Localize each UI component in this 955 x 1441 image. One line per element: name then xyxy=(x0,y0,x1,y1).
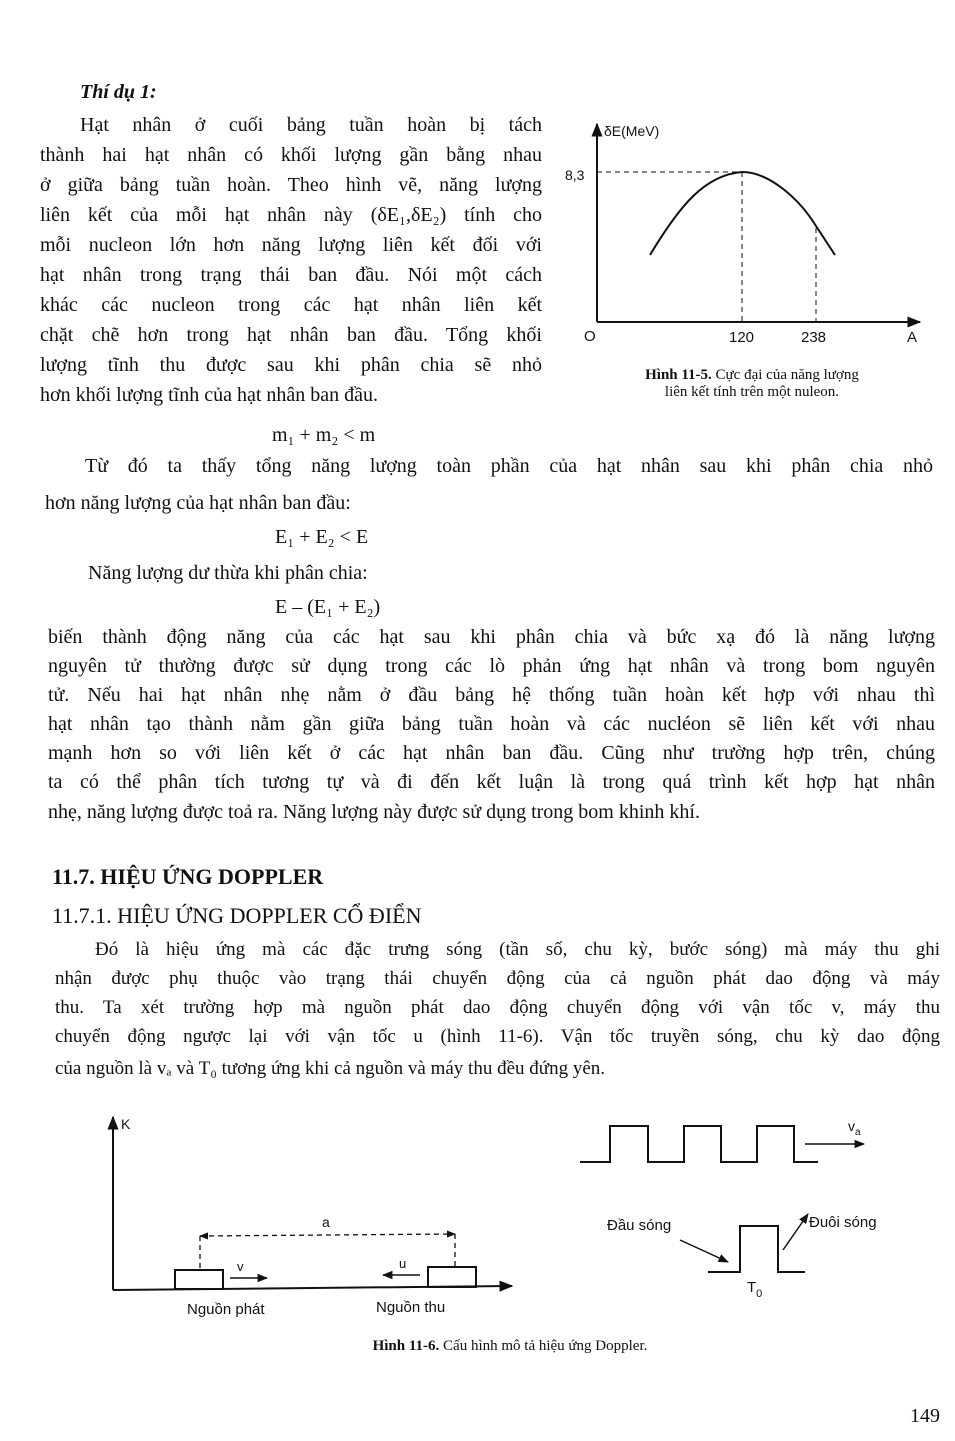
text-line: hơn khối lượng tĩnh của hạt nhân ban đầu. xyxy=(40,384,379,406)
period-label: $T_0$ xyxy=(747,1279,763,1300)
caption-text: liên kết tính trên một nuleon. xyxy=(664,384,840,400)
formula-mass: m₁ + m₂ < m xyxy=(272,424,376,446)
figure-11-5-caption xyxy=(572,367,932,401)
formula-energy: E₁ + E₂ < E xyxy=(275,526,369,548)
square-wave-train xyxy=(580,1126,818,1162)
source-velocity-label: v xyxy=(237,1259,244,1274)
text-line: chặt chẽ hơn trong hạt nhân ban đầu. Tổng khối xyxy=(40,324,542,346)
section-heading: 11.7. HIỆU ỨNG DOPPLER xyxy=(52,864,324,889)
text-line: Đó là hiệu ứng mà các đặc trưng sóng (tần số, chu kỳ, bước sóng) mà máy thu ghi xyxy=(95,939,940,960)
text-line: Năng lượng dư thừa khi phân chia: xyxy=(88,562,368,584)
k-axis-label: K xyxy=(121,1116,131,1132)
text-line: nhận được phụ thuộc vào trạng thái chuyển động của cả nguồn phát dao động và máy xyxy=(55,968,940,989)
source-box xyxy=(175,1270,223,1289)
text-line: hạt nhân trong trạng thái ban đầu. Nói một cách xyxy=(40,264,542,286)
origin-label: O xyxy=(584,328,596,345)
receiver-label: Nguồn thu xyxy=(376,1299,446,1316)
caption-text: Cực đại của năng lượng xyxy=(715,367,859,383)
text-line: tử. Nếu hai hạt nhân nhẹ nằm ở đầu bảng hệ thống tuần hoàn kết hợp với nhau thì xyxy=(48,684,935,706)
figure-11-5-binding-energy-graph xyxy=(597,124,920,322)
text-line: biến thành động năng của các hạt sau khi phân chia và bức xạ đó là năng lượng xyxy=(48,626,935,648)
single-pulse xyxy=(708,1226,805,1272)
text-line: Hạt nhân ở cuối bảng tuần hoàn bị tách xyxy=(80,114,542,136)
text-line: hạt nhân tạo thành nằm gần giữa bảng tuần hoàn và các nucléon sẽ liên kết với nhau xyxy=(48,713,935,735)
y-tick-label: 8,3 xyxy=(565,167,585,183)
caption-text: Cấu hình mô tả hiệu ứng Doppler. xyxy=(443,1338,648,1354)
text-line: hơn năng lượng của hạt nhân ban đầu: xyxy=(45,492,351,514)
text-line: nguyên tử thường được sử dụng trong các lò phản ứng hạt nhân và trong bom nguyên xyxy=(48,655,935,677)
example-title: Thí dụ 1: xyxy=(80,81,157,103)
text-line: khác các nucleon trong các hạt nhân liên kết xyxy=(40,294,542,316)
text-line: ở giữa bảng tuần hoàn. Theo hình vẽ, năng lượng xyxy=(40,174,542,196)
figure-11-6-caption xyxy=(250,1338,770,1355)
figure-11-6-doppler-setup xyxy=(113,1117,864,1290)
receiver-velocity-label: u xyxy=(399,1256,407,1271)
x-tick-label: 238 xyxy=(801,329,827,346)
text-line: liên kết của mỗi hạt nhân này (δE₁,δE₂) tính cho xyxy=(40,204,542,226)
x-tick-label: 120 xyxy=(729,329,755,346)
text-line: thu. Ta xét trường hợp mà nguồn phát dao động chuyển động với vận tốc v, máy thu xyxy=(55,997,940,1018)
formula-excess: E – (E₁ + E₂) xyxy=(275,596,381,618)
caption-label: Hình 11-5. xyxy=(645,367,712,383)
wave-front-arrow xyxy=(680,1240,728,1262)
wave-front-label: Đầu sóng xyxy=(607,1217,672,1234)
wave-speed-label: $v_a$ xyxy=(848,1118,861,1138)
subsection-heading: 11.7.1. HIỆU ỨNG DOPPLER CỔ ĐIỂN xyxy=(52,903,422,928)
wave-tail-label: Đuôi sóng xyxy=(809,1214,877,1231)
text-line: của nguồn là vₐ và T₀ tương ứng khi cả nguồn và máy thu đều đứng yên. xyxy=(55,1058,605,1079)
text-line: lượng tĩnh thu được sau khi phân chia sẽ nhỏ xyxy=(40,354,542,376)
text-line: thành hai hạt nhân có khối lượng gần bằng nhau xyxy=(40,144,542,166)
wave-tail-arrow xyxy=(783,1214,808,1250)
text-line: ta có thể phân tích tương tự và đi đến kết luận là trong quá trình kết hợp hạt nhân xyxy=(48,771,935,793)
distance-arrow xyxy=(200,1234,455,1236)
text-line: nhẹ, năng lượng được toả ra. Năng lượng này được sử dụng trong bom khinh khí. xyxy=(48,801,700,823)
caption-label: Hình 11-6. xyxy=(372,1338,440,1354)
distance-label: a xyxy=(322,1214,330,1230)
receiver-box xyxy=(428,1267,476,1287)
text-line: Từ đó ta thấy tổng năng lượng toàn phần của hạt nhân sau khi phân chia nhỏ xyxy=(85,455,933,477)
x-axis-label: A xyxy=(907,329,918,346)
source-label: Nguồn phát xyxy=(187,1301,265,1318)
text-line: mỗi nucleon lớn hơn năng lượng liên kết đối với xyxy=(40,234,542,256)
page-number: 149 xyxy=(910,1405,940,1427)
y-axis-label: δE(MeV) xyxy=(604,123,660,139)
text-line: chuyển động ngược lại với vận tốc u (hình 11-6). Vận tốc truyền sóng, chu kỳ dao động xyxy=(55,1026,940,1047)
text-line: mạnh hơn so với liên kết ở các hạt nhân ban đầu. Cũng như trường hợp trên, chúng xyxy=(48,742,935,764)
